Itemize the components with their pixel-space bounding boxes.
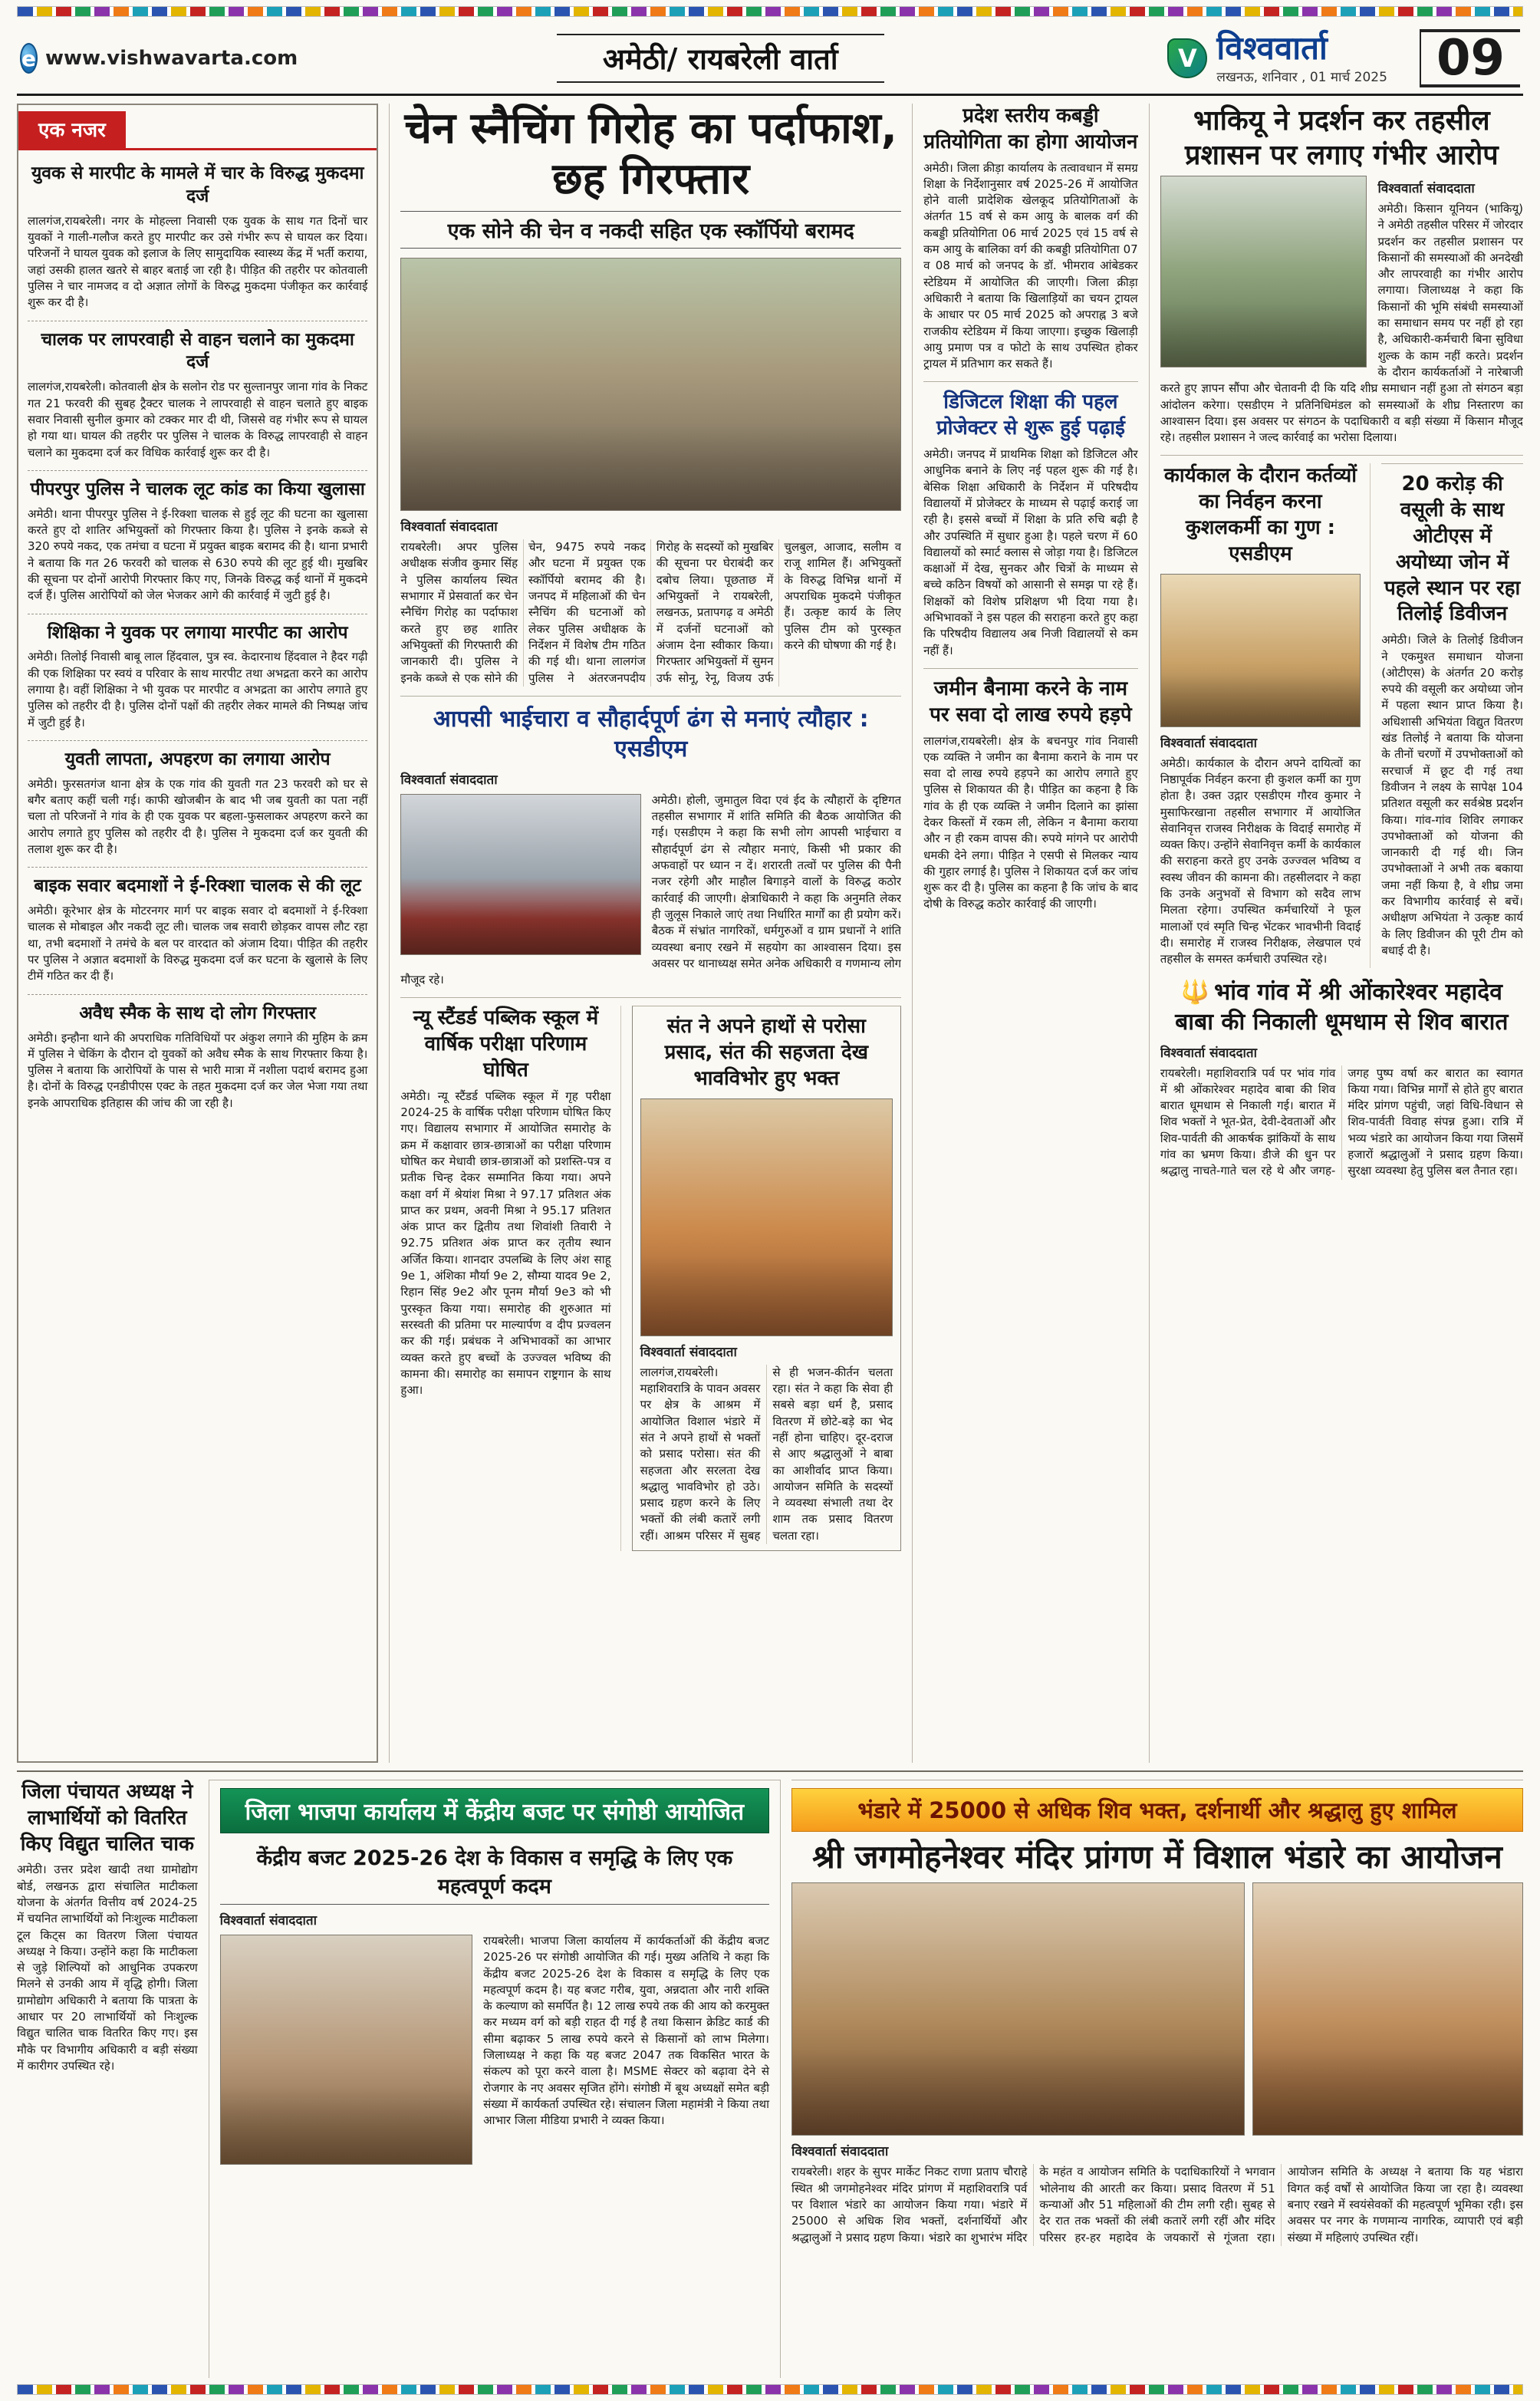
byline: विश्ववार्ता संवाददाता — [219, 1913, 317, 1928]
masthead-block — [1167, 31, 1387, 84]
decorative-color-strip-top — [17, 6, 1523, 17]
e-logo-icon: e — [20, 43, 38, 74]
chain-gang-photo — [400, 258, 901, 511]
story-bhakiyu-protest — [1160, 104, 1523, 446]
story-headline: भाकियू ने प्रदर्शन कर तहसील प्रशासन पर लगाए गंभीर आरोप — [1184, 105, 1499, 171]
budget-seminar-photo — [220, 1935, 473, 2165]
masthead-text — [1216, 31, 1387, 84]
story-panchayat-chaak — [17, 1780, 198, 2378]
story-headline: भांव गांव में श्री ओंकारेश्वर महादेव बाबा की निकाली धूमधाम से शिव बारात — [1175, 978, 1509, 1036]
bhakiyu-protest-photo — [1160, 176, 1367, 367]
story-shiv-barat — [1160, 977, 1523, 1180]
left-rail — [17, 104, 378, 1763]
farewell-ceremony-photo — [1160, 574, 1361, 727]
lane2-bottom-row — [400, 997, 901, 1551]
byline: विश्ववार्ता संवाददाता — [1160, 1045, 1257, 1061]
edition-dateline: लखनऊ, शनिवार , 01 मार्च 2025 — [1216, 69, 1387, 85]
story-school-results — [400, 1006, 620, 1551]
story-body: अमेठी। किसान यूनियन (भाकियू) ने अमेठी तहसील परिसर में जोरदार प्रदर्शन कर तहसील प्रशासन पर किसानों की समस्याओं की अनदेखी और लापरवाही का गंभीर आरोप लगाया। जिलाध्यक्ष ने कहा कि किसानों की भूमि संबंधी समस्याओं का समाधान समय पर नहीं हो रहा है, अधिकारी-कर्मचारी बिना सुविधा शुल्क के काम नहीं करते। प्रदर्शन के दौरान कार्यकर्ताओं ने नारेबाजी करते हुए ज्ञापन सौंपा और चेतावनी दी कि यदि शीघ्र समाधान नहीं हुआ तो संगठन बड़ा आंदोलन करेगा। एसडीएम ने प्रतिनिधिमंडल को समस्याओं के शीघ्र निस्तारण का आश्वासन दिया। इस अवसर पर संगठन के पदाधिकारी व बड़ी संख्या में किसान मौजूद रहे। तहसील प्रशासन ने जल्द कार्रवाई का भरोसा दिलाया। — [1160, 202, 1523, 445]
trident-icon: 🔱 — [1180, 978, 1210, 1006]
story-bhandara — [791, 1780, 1523, 2378]
lead-lane — [389, 104, 901, 1763]
decorative-color-strip-bottom — [17, 2384, 1523, 2395]
right-lane — [1149, 104, 1523, 1763]
story-headline: 20 करोड़ की वसूली के साथ ओटीएस में अयोध्या जोन में पहले स्थान पर रहा तिलोई डिवीजन — [1384, 473, 1521, 626]
story-headline: कार्यकाल के दौरान कर्तव्यों का निर्वहन करना कुशलकर्मी का गुण : एसडीएम — [1163, 464, 1357, 565]
brief-story — [28, 868, 367, 994]
story-body: रायबरेली। भाजपा जिला कार्यालय में कार्यकर्ताओं की केंद्रीय बजट 2025-26 पर संगोष्ठी आयोजित की गई। मुख्य अतिथि ने कहा कि केंद्रीय बजट 2025-26 देश के विकास व समृद्धि के लिए एक महत्वपूर्ण कदम है। यह बजट गरीब, युवा, अन्नदाता और नारी शक्ति के कल्याण को समर्पित है। 12 लाख रुपये तक की आय को करमुक्त कर मध्यम वर्ग को बड़ी राहत दी गई है तथा किसान क्रेडिट कार्ड की सीमा बढ़ाकर 5 लाख रुपये करने से किसानों को लाभ मिलेगा। जिलाध्यक्ष ने कहा कि यह बजट 2047 तक विकसित भारत के संकल्प को पूरा करने वाला है। MSME सेक्टर को बढ़ावा देने से रोजगार के नए अवसर सृजित होंगे। संगोष्ठी में बूथ अध्यक्षों समेत बड़ी संख्या में कार्यकर्ता उपस्थित रहे। संचालन जिला महामंत्री ने किया तथा आभार जिला मीडिया प्रभारी ने व्यक्त किया। — [483, 1934, 769, 2128]
middle-lane — [912, 104, 1138, 1763]
main-content — [17, 104, 1523, 1763]
vishwavarta-logo-icon: V — [1167, 38, 1207, 78]
story-ots-recovery — [1381, 463, 1523, 967]
bhandara-crowd-photo — [791, 1882, 1245, 2136]
ek-nazar-panel — [17, 104, 378, 1763]
story-body: अमेठी। जिले के तिलोई डिवीजन ने एकमुश्त समाधान योजना (ओटीएस) के अंतर्गत 20 करोड़ रुपये की वसूली कर अयोध्या जोन में पहला स्थान प्राप्त किया है। अधिशासी अभियंता विद्युत वितरण खंड तिलोई ने बताया कि योजना के तीनों चरणों में उपभोक्ताओं को सरचार्ज में छूट दी गई तथा डिवीजन ने लक्ष्य के सापेक्ष 104 प्रतिशत वसूली कर सर्वश्रेष्ठ प्रदर्शन किया। गांव-गांव शिविर लगाकर उपभोक्ताओं को योजना की जानकारी दी गई थी। जिन उपभोक्ताओं ने अभी तक बकाया जमा नहीं किया है, वे शीघ्र जमा कर विभागीय कार्रवाई से बचें। अधीक्षण अभियंता ने उत्कृष्ट कार्य के लिए डिवीजन की पूरी टीम को बधाई दी है। — [1381, 633, 1523, 957]
brief-headline: युवती लापता, अपहरण का लगाया आरोप — [64, 749, 331, 769]
section-title: अमेठी/ रायबरेली वार्ता — [557, 34, 884, 83]
story-headline: जिला पंचायत अध्यक्ष ने लाभार्थियों को वितरित किए विद्युत चालित चाक — [20, 1780, 194, 1856]
bjp-seminar-banner: जिला भाजपा कार्यालय में केंद्रीय बजट पर संगोष्ठी आयोजित — [220, 1788, 769, 1833]
bhandara-headline: श्री जगमोहनेश्वर मंदिर प्रांगण में विशाल भंडारे का आयोजन — [812, 1838, 1502, 1876]
story-body: अमेठी। न्यू स्टैंडर्ड पब्लिक स्कूल में गृह परीक्षा 2024-25 के वार्षिक परीक्षा परिणाम घोषित किए गए। विद्यालय सभागार में आयोजित समारोह के क्रम में कक्षावार छात्र-छात्राओं का परीक्षा परिणाम घोषित कर मेधावी छात्र-छात्राओं को प्रशस्ति-पत्र व प्रतीक चिन्ह देकर सम्मानित किया गया। अपने कक्षा वर्ग में श्रेयांश मिश्रा ने 97.17 प्रतिशत अंक प्राप्त कर प्रथम, अवनी मिश्रा ने 95.17 प्रतिशत अंक प्राप्त कर द्वितीय तथा शिवांशी तिवारी ने 92.75 प्रतिशत अंक प्राप्त कर तृतीय स्थान अर्जित किया। शानदार उपलब्धि के लिए अंश साहू 9e 1, अंशिका मौर्या 9e 2, सौम्या यादव 9e 2, रिहान सिंह 9e2 और पूनम मौर्या 9e3 को भी पुरस्कृत किया गया। समारोह की शुरुआत मां सरस्वती की प्रतिमा पर माल्यार्पण व दीप प्रज्वलन कर की गई। प्रबंधक ने अभिभावकों का आभार व्यक्त करते हुए बच्चों के उज्ज्वल भविष्य की कामना की। समारोह का समापन राष्ट्रगान के साथ हुआ। — [400, 1089, 611, 1398]
story-body: अमेठी। कार्यकाल के दौरान अपने दायित्वों का निष्ठापूर्वक निर्वहन करना ही कुशल कर्मी का गुण होता है। उक्त उद्गार एसडीएम गौरव कुमार ने मुसाफिरखाना तहसील सभागार में आयोजित सेवानिवृत्त राजस्व निरीक्षक के विदाई समारोह में व्यक्त किए। उन्होंने सेवानिवृत्त कर्मी के कार्यकाल की सराहना करते हुए उनके उज्ज्वल भविष्य व स्वस्थ जीवन की कामना की। तहसीलदार ने कहा कि उनके अनुभवों से विभाग को सदैव लाभ मिलता रहेगा। उपस्थित कर्मचारियों ने फूल मालाओं एवं स्मृति चिन्ह भेंटकर भावभीनी विदाई दी। समारोह में राजस्व निरीक्षक, लेखपाल एवं तहसील के समस्त कर्मचारी उपस्थित रहे। — [1160, 756, 1361, 967]
website-block — [20, 43, 298, 74]
byline: विश्ववार्ता संवाददाता — [640, 1344, 737, 1360]
brief-body: लालगंज,रायबरेली। नगर के मोहल्ला निवासी एक युवक के साथ गत दिनों चार युवकों ने गाली-गलौज करते हुए मारपीट कर उसे गंभीर रूप से घायल कर दिया। परिजनों ने घायल युवक को इलाज के लिए सामुदायिक स्वास्थ्य केंद्र में भर्ती कराया, जहां उसकी हालत खतरे से बाहर बताई जा रही है। पीड़ित की तहरीर पर कोतवाली पुलिस ने चार नामजद व दो अज्ञात लोगों के विरुद्ध मुकदमा पंजीकृत कर कार्रवाई शुरू कर दी है। — [28, 213, 368, 310]
page-number: 09 — [1420, 29, 1520, 87]
byline: विश्ववार्ता संवाददाता — [1160, 735, 1257, 751]
brief-body: अमेठी। तिलोई निवासी बाबू लाल हिंदवाल, पुत्र स्व. केदारनाथ हिंदवाल ने हैदर गढ़ी की एक शिक्षिका पर स्वयं व परिवार के साथ मारपीट तथा अभद्रता करने का आरोप लगाया है। वहीं शिक्षिका ने भी युवक पर मारपीट व अभद्रता का आरोप लगाते हुए पुलिस को तहरीर दी है। पुलिस दोनों पक्षों की तहरीर लेकर मामले की निष्पक्ष जांच में जुटी हुई है। — [28, 650, 368, 730]
bjp-seminar-subhead: केंद्रीय बजट 2025-26 देश के विकास व समृद्धि के लिए एक महत्वपूर्ण कदम — [220, 1838, 769, 1905]
story-body: अमेठी। जनपद में प्राथमिक शिक्षा को डिजिटल और आधुनिक बनाने के लिए नई पहल शुरू की गई है। बेसिक शिक्षा अधिकारी के निर्देशन में परिषदीय विद्यालयों में प्रोजेक्टर के माध्यम से पढ़ाई कराई जा रही है। इससे बच्चों में शिक्षा के प्रति रुचि बढ़ी है और उपस्थिति में सुधार हुआ है। पहले चरण में 60 विद्यालयों को स्मार्ट क्लास से जोड़ा गया है। डिजिटल कक्षाओं में देख, सुनकर और चित्रों के माध्यम से बच्चे कठिन विषयों को आसानी से समझ पा रहे हैं। शिक्षकों को विशेष प्रशिक्षण भी दिया गया है। अभिभावकों ने इस पहल की सराहना करते हुए कहा कि परिषदीय विद्यालय अब निजी विद्यालयों से कम नहीं हैं। — [923, 447, 1138, 657]
brief-story — [28, 471, 367, 614]
lane4-middle-row — [1160, 455, 1523, 967]
bhandara-serving-photo — [1252, 1882, 1523, 2136]
story-headline: डिजिटल शिक्षा की पहल प्रोजेक्टर से शुरू हुई पढ़ाई — [936, 390, 1125, 440]
brief-headline: चालक पर लापरवाही से वाहन चलाने का मुकदमा दर्ज — [41, 329, 354, 373]
byline: विश्ववार्ता संवाददाता — [1377, 181, 1475, 196]
story-body: लालगंज,रायबरेली। महाशिवरात्रि के पावन अवसर पर क्षेत्र के आश्रम में आयोजित विशाल भंडारे में संत ने अपने हाथों से भक्तों को प्रसाद परोसा। संत की सहजता और सरलता देख श्रद्धालु भावविभोर हो उठे। प्रसाद ग्रहण करने के लिए भक्तों की लंबी कतारें लगी रहीं। आश्रम परिसर में सुबह से ही भजन-कीर्तन चलता रहा। संत ने कहा कि सेवा ही सबसे बड़ा धर्म है, प्रसाद वितरण में छोटे-बड़े का भेद नहीं होना चाहिए। दूर-दराज से आए श्रद्धालुओं ने बाबा का आशीर्वाद प्राप्त किया। आयोजन समिति के सदस्यों ने व्यवस्था संभाली तथा देर शाम तक प्रसाद वितरण चलता रहा। — [640, 1365, 893, 1543]
brief-story — [28, 741, 367, 868]
story-chain-snatching — [400, 104, 901, 687]
brief-body: अमेठी। इन्हौना थाने की अपराधिक गतिविधियों पर अंकुश लगाने की मुहिम के क्रम में पुलिस ने चेकिंग के दौरान दो युवकों को अवैध स्मैक के साथ गिरफ्तार किया है। पुलिस ने बताया कि आरोपियों के पास से भारी मात्रा में नशीला पदार्थ बरामद हुआ है। दोनों के विरुद्ध एनडीपीएस एक्ट के तहत मुकदमा दर्ज कर जेल भेजा गया तथा इनके आपराधिक इतिहास की जांच की जा रही है। — [28, 1030, 368, 1110]
story-body: अमेठी। जिला क्रीड़ा कार्यालय के तत्वावधान में समग्र शिक्षा के निर्देशानुसार वर्ष 2025-26 में आयोजित होने वाली प्रादेशिक खेलकूद प्रतियोगिताओं के अंतर्गत 15 वर्ष से कम आयु के बालक वर्ग की कबड्डी प्रतियोगिता 06 मार्च 2025 एवं 15 वर्ष से कम आयु के बालिका वर्ग की कबड्डी प्रतियोगिता 07 व 08 मार्च को जनपद के डॉ. भीमराव आंबेडकर स्टेडियम में आयोजित की जाएगी। जिला क्रीड़ा अधिकारी ने बताया कि खिलाड़ियों का चयन ट्रायल के आधार पर 05 मार्च 2025 को अपराह्न 3 बजे राजकीय स्टेडियम में किया जाएगा। इच्छुक खिलाड़ी आयु प्रमाण पत्र व फोटो के साथ उपस्थित होकर ट्रायल में प्रतिभाग कर सकते हैं। — [923, 160, 1138, 371]
brief-headline: बाइक सवार बदमाशों ने ई-रिक्शा चालक से की लूट — [34, 876, 361, 897]
brief-story — [28, 614, 367, 741]
story-headline: जमीन बैनामा करने के नाम पर सवा दो लाख रुपये हड़पे — [930, 677, 1132, 726]
page-header — [17, 21, 1523, 96]
story-body: रायबरेली। अपर पुलिस अधीक्षक संजीव कुमार सिंह ने पुलिस कार्यालय स्थित सभागार में प्रेसवार्ता कर चेन स्नैचिंग गिरोह का पर्दाफाश करते हुए छह शातिर अभियुक्तों की गिरफ्तारी की जानकारी दी। पुलिस ने इनके कब्जे से एक सोने की चेन, 9475 रुपये नकद और घटना में प्रयुक्त एक स्कॉर्पियो बरामद की है। जनपद में महिलाओं की चेन स्नैचिंग की घटनाओं को लेकर पुलिस अधीक्षक के निर्देशन में विशेष टीम गठित की गई थी। थाना लालगंज पुलिस ने अंतरजनपदीय गिरोह के सदस्यों को मुखबिर की सूचना पर घेराबंदी कर दबोच लिया। पूछताछ में अभियुक्तों ने रायबरेली, लखनऊ, प्रतापगढ़ व अमेठी में दर्जनों घटनाओं को अंजाम देना स्वीकार किया। गिरफ्तार अभियुक्तों में सुमन उर्फ सोनू, रेनू, विजय उर्फ चुलबुल, आजाद, सलीम व राजू शामिल हैं। अभियुक्तों के विरुद्ध विभिन्न थानों में अपराधिक मुकदमे पंजीकृत हैं। उत्कृष्ट कार्य के लिए पुलिस टीम को पुरस्कृत करने की घोषणा की गई है। — [400, 540, 902, 685]
story-headline: प्रदेश स्तरीय कबड्डी प्रतियोगिता का होगा आयोजन — [923, 104, 1138, 153]
ek-nazar-label: एक नजर — [18, 111, 126, 148]
masthead-title: विश्ववार्ता — [1216, 29, 1328, 68]
brief-body: अमेठी। थाना पीपरपुर पुलिस ने ई-रिक्शा चालक से हुई लूट की घटना का खुलासा करते हुए दो शातिर अभियुक्तों को गिरफ्तार किया है। पुलिस ने इनके कब्जे से 320 रुपये नकद, एक तमंचा व घटना में प्रयुक्त बाइक बरामद की है। थाना प्रभारी ने बताया कि गत 26 फरवरी को चालक से 630 रुपये की लूट हुई थी। मुखबिर की सूचना पर दोनों आरोपी गिरफ्तार किए गए, जिनके विरुद्ध कई थानों में मुकदमे दर्ज हैं। पुलिस आरोपियों को जेल भेजकर आगे की कार्रवाई में जुटी हुई है। — [28, 506, 368, 603]
brief-headline: युवक से मारपीट के मामले में चार के विरुद्ध मुकदमा दर्ज — [31, 163, 364, 206]
story-sant-prasad — [632, 1006, 902, 1551]
ek-nazar-header — [18, 105, 377, 150]
story-body: रायबरेली। महाशिवरात्रि पर्व पर भांव गांव में श्री ओंकारेश्वर महादेव बाबा की शिव बारात धूमधाम से निकाली गई। बारात में शिव भक्तों ने भूत-प्रेत, देवी-देवताओं और शिव-पार्वती की आकर्षक झांकियों के साथ गांव का भ्रमण किया। डीजे की धुन पर श्रद्धालु नाचते-गाते चल रहे थे और जगह-जगह पुष्प वर्षा कर बारात का स्वागत किया गया। विभिन्न मार्गों से होते हुए बारात मंदिर प्रांगण पहुंची, जहां विधि-विधान से शिव-पार्वती विवाह संपन्न हुआ। रात्रि में भव्य भंडारे का आयोजन किया गया जिसमें हजारों श्रद्धालुओं ने प्रसाद ग्रहण किया। सुरक्षा व्यवस्था हेतु पुलिस बल तैनात रहा। — [1160, 1065, 1523, 1178]
byline: विश्ववार्ता संवाददाता — [791, 2144, 889, 2160]
story-peace-meeting — [400, 696, 901, 989]
brief-headline: अवैध स्मैक के साथ दो लोग गिरफ्तार — [79, 1003, 316, 1023]
section-title-wrap — [291, 34, 1149, 83]
brief-body: अमेठी। कूरेभार क्षेत्र के मोटरनगर मार्ग पर बाइक सवार दो बदमाशों ने ई-रिक्शा चालक से मोबाइल और नकदी लूट ली। चालक जब सवारी छोड़कर वापस लौट रहा था, तभी बदमाशों ने तमंचे के बल पर वारदात को अंजाम दिया। पीड़ित की तहरीर पर पुलिस ने अज्ञात बदमाशों के विरुद्ध मुकदमा दर्ज कर घटना के खुलासे के लिए टीमें गठित कर दी हैं। — [28, 904, 368, 983]
bottom-band — [17, 1770, 1523, 2378]
website-url: www.vishwavarta.com — [45, 47, 298, 70]
brief-story — [28, 321, 367, 471]
brief-headline: शिक्षिका ने युवक पर लगाया मारपीट का आरोप — [47, 622, 348, 643]
sant-bhandara-photo — [640, 1098, 893, 1336]
story-headline: संत ने अपने हाथों से परोसा प्रसाद, संत की सहजता देख भावविभोर हुए भक्त — [664, 1015, 869, 1090]
story-farewell — [1160, 463, 1371, 967]
story-body: अमेठी। होली, जुमातुल विदा एवं ईद के त्यौहारों के दृष्टिगत तहसील सभागार में शांति समिति की बैठक आयोजित की गई। एसडीएम ने कहा कि सभी लोग आपसी भाईचारा व सौहार्दपूर्ण ढंग से त्यौहार मनाएं, किसी भी प्रकार की अफवाहों पर ध्यान न दें। शरारती तत्वों पर पुलिस की पैनी नजर रहेगी और माहौल बिगाड़ने वालों के विरुद्ध कठोर कार्रवाई की जाएगी। क्षेत्राधिकारी ने कहा कि अनुमति लेकर ही जुलूस निकाले जाएं तथा निर्धारित मार्गों का ही प्रयोग करें। बैठक में संभ्रांत नागरिकों, धर्मगुरुओं व ग्राम प्रधानों ने शांति व्यवस्था बनाए रखने में सहयोग का आश्वासन दिया। इस अवसर पर थानाध्यक्ष समेत अनेक अधिकारी व गणमान्य लोग मौजूद रहे। — [400, 792, 902, 987]
peace-meeting-photo — [400, 794, 640, 955]
bhandara-banner: भंडारे में 25000 से अधिक शिव भक्त, दर्शनार्थी और श्रद्धालु हुए शामिल — [791, 1788, 1523, 1832]
byline: विश्ववार्ता संवाददाता — [400, 519, 498, 535]
lead-subhead: एक सोने की चेन व नकदी सहित एक स्कॉर्पियो बरामद — [400, 211, 901, 249]
story-headline-wrap — [1160, 977, 1523, 1037]
brief-story — [28, 155, 367, 321]
story-headline: न्यू स्टैंडर्ड पब्लिक स्कूल में वार्षिक परीक्षा परिणाम घोषित — [413, 1006, 599, 1082]
story-land-fraud — [923, 668, 1138, 913]
brief-body: लालगंज,रायबरेली। कोतवाली क्षेत्र के सलोन रोड पर सुल्तानपुर जाना गांव के निकट गत 21 फरवरी की सुबह ट्रैक्टर चालक ने लापरवाही से वाहन चलाते हुए बाइक सवार निवासी सुनील कुमार को टक्कर मार दी थी, जिससे वह गंभीर रूप से घायल हो गया था। घायल की तहरीर पर पुलिस ने चालक के विरुद्ध लापरवाही से वाहन चलाने का मुकदमा दर्ज कर विधिक कार्रवाई शुरू कर दी है। — [28, 380, 368, 459]
bhandara-photos — [791, 1882, 1523, 2136]
brief-headline: पीपरपुर पुलिस ने चालक लूट कांड का किया खुलासा — [30, 479, 365, 499]
story-kabaddi — [923, 104, 1138, 372]
story-digital-education — [923, 381, 1138, 658]
story-body: लालगंज,रायबरेली। क्षेत्र के बचनपुर गांव निवासी एक व्यक्ति ने जमीन का बैनामा कराने के नाम पर सवा दो लाख रुपये हड़पने का आरोप लगाते हुए पुलिस से शिकायत की है। पीड़ित का कहना है कि गांव के ही एक व्यक्ति ने जमीन दिलाने का झांसा देकर किस्तों में रकम ली, लेकिन न बैनामा कराया और न ही रकम वापस की। रुपये मांगने पर आरोपी धमकी देने लगा। पीड़ित ने एसपी से मिलकर न्याय की गुहार लगाई है। पुलिस ने शिकायत दर्ज कर जांच शुरू कर दी है। पुलिस का कहना है कि जांच के बाद दोषी के विरुद्ध कठोर कार्रवाई की जाएगी। — [923, 733, 1138, 911]
story-body: अमेठी। उत्तर प्रदेश खादी तथा ग्रामोद्योग बोर्ड, लखनऊ द्वारा संचालित माटीकला योजना के अंतर्गत वित्तीय वर्ष 2024-25 में चयनित लाभार्थियों को निःशुल्क माटीकला टूल किट्स का वितरण जिला पंचायत अध्यक्ष ने किया। उन्होंने कहा कि माटीकला से जुड़े शिल्पियों को आधुनिक उपकरण मिलने से उनकी आय में वृद्धि होगी। जिला ग्रामोद्योग अधिकारी ने बताया कि पात्रता के आधार पर 20 लाभार्थियों को निःशुल्क विद्युत चालित चाक वितरित किए गए। इस मौके पर विभागीय अधिकारी व बड़ी संख्या में कारीगर उपस्थित रहे। — [17, 1863, 198, 2073]
story-headline: आपसी भाईचारा व सौहार्दपूर्ण ढंग से मनाएं त्यौहार : एसडीएम — [433, 705, 869, 762]
brief-body: अमेठी। फुरसतगंज थाना क्षेत्र के एक गांव की युवती गत 23 फरवरी को घर से बगैर बताए कहीं चली गई। काफी खोजबीन के बाद भी जब युवती का पता नहीं चला तो परिजनों ने गांव के ही एक युवक पर बहला-फुसलाकर अपहरण करने का आरोप लगाते हुए पुलिस को तहरीर दी है। पुलिस ने मुकदमा दर्ज कर युवती की तलाश शुरू कर दी है। — [28, 776, 368, 856]
brief-story — [28, 995, 367, 1121]
lead-headline: चेन स्नैचिंग गिरोह का पर्दाफाश, छह गिरफ्तार — [404, 104, 897, 205]
story-bjp-budget-seminar — [209, 1780, 781, 2378]
byline: विश्ववार्ता संवाददाता — [400, 772, 498, 788]
story-body: रायबरेली। शहर के सुपर मार्केट निकट राणा प्रताप चौराहे स्थित श्री जगमोहनेश्वर मंदिर प्रांगण में महाशिवरात्रि पर्व पर विशाल भंडारे का आयोजन किया गया। भंडारे में 25000 से अधिक शिव भक्तों, दर्शनार्थियों और श्रद्धालुओं ने प्रसाद ग्रहण किया। भंडारे का शुभारंभ मंदिर के महंत व आयोजन समिति के पदाधिकारियों ने भगवान भोलेनाथ की आरती कर किया। प्रसाद वितरण में 51 कन्याओं और 51 महिलाओं की टीम लगी रही। सुबह से देर रात तक भक्तों की लंबी कतारें लगी रहीं और मंदिर परिसर हर-हर महादेव के जयकारों से गूंजता रहा। आयोजन समिति के अध्यक्ष ने बताया कि यह भंडारा विगत कई वर्षों से आयोजित किया जा रहा है। व्यवस्था बनाए रखने में स्वयंसेवकों की महत्वपूर्ण भूमिका रही। इस अवसर पर नगर के गणमान्य नागरिक, व्यापारी एवं बड़ी संख्या में महिलाएं उपस्थित रहीं। — [791, 2165, 1523, 2245]
